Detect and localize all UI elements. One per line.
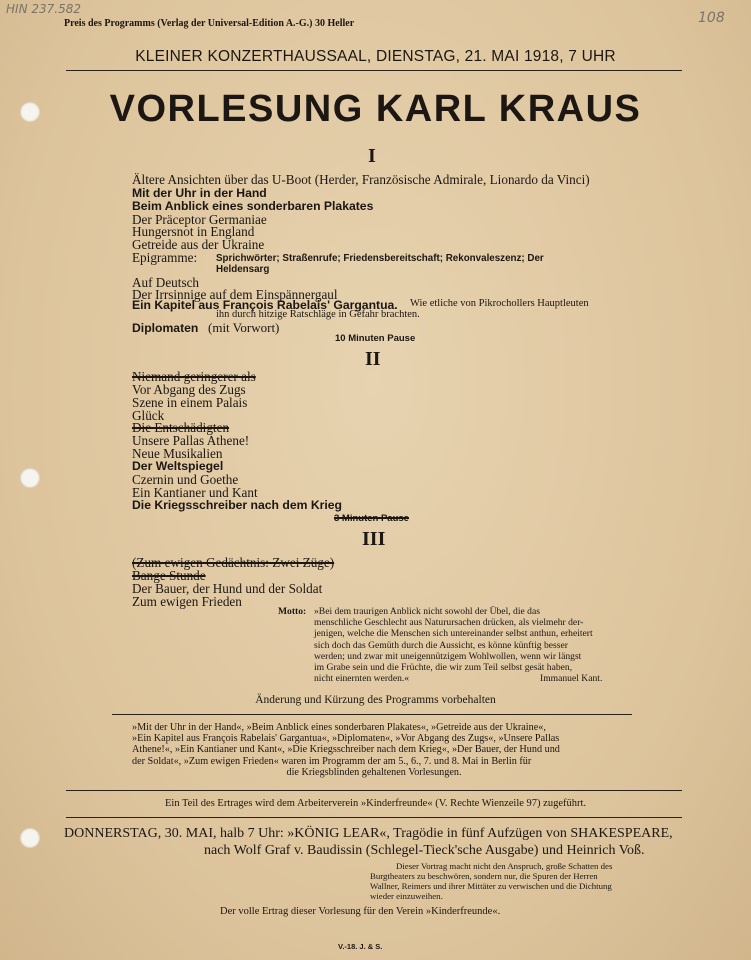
program-item: Hungersnot in England: [132, 224, 255, 239]
motto-line: nicht einernten werden.«: [314, 673, 410, 684]
berlin-note-line: die Kriegsblinden gehaltenen Vorlesungen.: [286, 766, 462, 778]
program-item: Neue Musikalien: [132, 446, 223, 461]
folio-number: 108: [698, 10, 725, 26]
page-title: VORLESUNG KARL KRAUS: [109, 88, 642, 130]
motto-line: »Bei dem traurigen Anblick nicht sowohl der Übel, die das: [314, 606, 540, 617]
divider: [66, 790, 682, 791]
motto-line: werden; und zwar mit uneigennützigem Wohlwollen, wenn wir längst: [314, 650, 582, 662]
next-reading-line: DONNERSTAG, 30. MAI, halb 7 Uhr: »KÖNIG LEAR«, Tragödie in fünf Aufzügen von SHAKESPEARE,: [64, 826, 673, 841]
epigramme-label: Epigramme:: [132, 250, 198, 265]
divider: [112, 714, 632, 715]
motto-author: Immanuel Kant.: [540, 673, 603, 684]
program-item: Der Bauer, der Hund und der Soldat: [132, 581, 323, 596]
item-note: Wie etliche von Pikrochollers Hauptleuten: [410, 298, 589, 309]
epigramme-list: Heldensarg: [216, 264, 270, 275]
berlin-note-line: Athene!«, »Ein Kantianer und Kant«, »Die Kriegsschreiber nach dem Krieg«, »Der Bauer, der Hund und: [132, 744, 560, 756]
program-item: Zum ewigen Frieden: [132, 594, 242, 609]
part-numeral: III: [362, 528, 386, 550]
intermission: 10 Minuten Pause: [335, 333, 416, 344]
punch-hole: [20, 828, 40, 848]
next-reading-proceeds: Der volle Ertrag dieser Vorlesung für den Verein »Kinderfreunde«.: [220, 906, 501, 917]
struck-intermission: 3 Minuten Pause: [334, 513, 409, 524]
divider: [66, 817, 682, 818]
program-item: Szene in einem Palais: [132, 395, 248, 410]
item-note: (mit Vorwort): [208, 320, 280, 335]
motto-line: jenigen, welche die Menschen sich untereinander selbst anthun, erheitert: [314, 628, 593, 640]
motto-line: sich doch das Gemüth durch die Aussicht, es könne künftig besser: [314, 639, 568, 651]
struck-item: Die Entschädigten: [132, 420, 230, 435]
program-item: Vor Abgang des Zugs: [132, 382, 246, 397]
program-item: Auf Deutsch: [132, 275, 200, 290]
berlin-note-line: »Mit der Uhr in der Hand«, »Beim Anblick eines sonderbaren Plakates«, »Getreide aus der Ukraine«,: [132, 722, 546, 733]
motto-label: Motto:: [278, 606, 307, 617]
program-item: Die Kriegsschreiber nach dem Krieg: [132, 498, 342, 512]
program-item: Czernin und Goethe: [132, 472, 239, 487]
program-item: Ältere Ansichten über das U-Boot (Herder, Französische Admirale, Lionardo da Vinci): [132, 172, 590, 187]
venue-line: KLEINER KONZERTHAUSSAAL, DIENSTAG, 21. MAI 1918, 7 UHR: [135, 48, 616, 65]
next-reading-note: [370, 861, 612, 901]
motto-line: menschliche Geschlecht aus Naturursachen drücken, als vielmehr der-: [314, 617, 584, 629]
archive-signature: HIN 237.582: [6, 2, 81, 16]
note-line: Dieser Vortrag macht nicht den Anspruch, große Schatten des: [396, 861, 613, 871]
berlin-note: [132, 722, 616, 778]
part-numeral: I: [368, 145, 376, 167]
berlin-note-line: »Ein Kapitel aus François Rabelais' Gargantua«, »Diplomaten«, »Vor Abgang des Zugs«, »Unsere Pallas: [132, 733, 560, 745]
program-item: Ein Kantianer und Kant: [132, 485, 258, 500]
program-item: Glück: [132, 408, 165, 423]
divider: [66, 70, 682, 71]
motto-line: im Grabe sein und die Früchte, die wir zum Teil selbst gesät haben,: [314, 662, 573, 674]
program-item: Diplomaten: [132, 321, 199, 335]
epigramme-list: Sprichwörter; Straßenrufe; Friedensbereitschaft; Rekonvaleszenz; Der: [216, 253, 544, 264]
note-line: wieder einzuweihen.: [370, 891, 443, 901]
struck-item: (Zum ewigen Gedächtnis: Zwei Züge): [132, 555, 335, 570]
program-item: Der Weltspiegel: [132, 459, 224, 473]
program-item: Der Präceptor Germaniae: [132, 212, 267, 227]
punch-hole: [20, 468, 40, 488]
program-item: Mit der Uhr in der Hand: [132, 186, 267, 200]
changes-note: Änderung und Kürzung des Programms vorbehalten: [255, 694, 496, 706]
program-item: Ein Kapitel aus François Rabelais' Gargantua.: [132, 298, 398, 312]
program-item: Getreide aus der Ukraine: [132, 237, 265, 252]
struck-item: Niemand geringerer als: [132, 369, 256, 384]
proceeds-note: Ein Teil des Ertrages wird dem Arbeiterverein »Kinderfreunde« (V. Rechte Wienzeile 97) zugeführt.: [164, 798, 587, 809]
item-note: ihn durch hitzige Ratschläge in Gefahr brachten.: [216, 309, 420, 320]
berlin-note-line: der Soldat«, »Zum ewigen Frieden« waren im Programm der am 5., 6., 7. und 8. Mai in Berlin für: [132, 755, 532, 767]
struck-item: Bange Stunde: [132, 568, 206, 583]
program-item: Beim Anblick eines sonderbaren Plakates: [132, 199, 374, 213]
price-note: Preis des Programms (Verlag der Universal-Edition A.-G.) 30 Heller: [64, 18, 355, 29]
note-line: Burgtheaters zu beschwören, sondern nur, die Spuren der Herren: [370, 871, 598, 881]
program-item: Unsere Pallas Athene!: [132, 433, 250, 448]
program-item: Der Irrsinnige auf dem Einspännergaul: [132, 287, 338, 302]
motto-text: [314, 606, 593, 673]
printer-mark: V.-18. J. & S.: [338, 942, 383, 951]
next-reading-line: nach Wolf Graf v. Baudissin (Schlegel-Tieck'sche Ausgabe) und Heinrich Voß.: [204, 843, 645, 858]
note-line: Wallner, Reimers und ihrer Mittäter zu verwischen und die Dichtung: [370, 881, 612, 891]
part-numeral: II: [365, 348, 381, 370]
